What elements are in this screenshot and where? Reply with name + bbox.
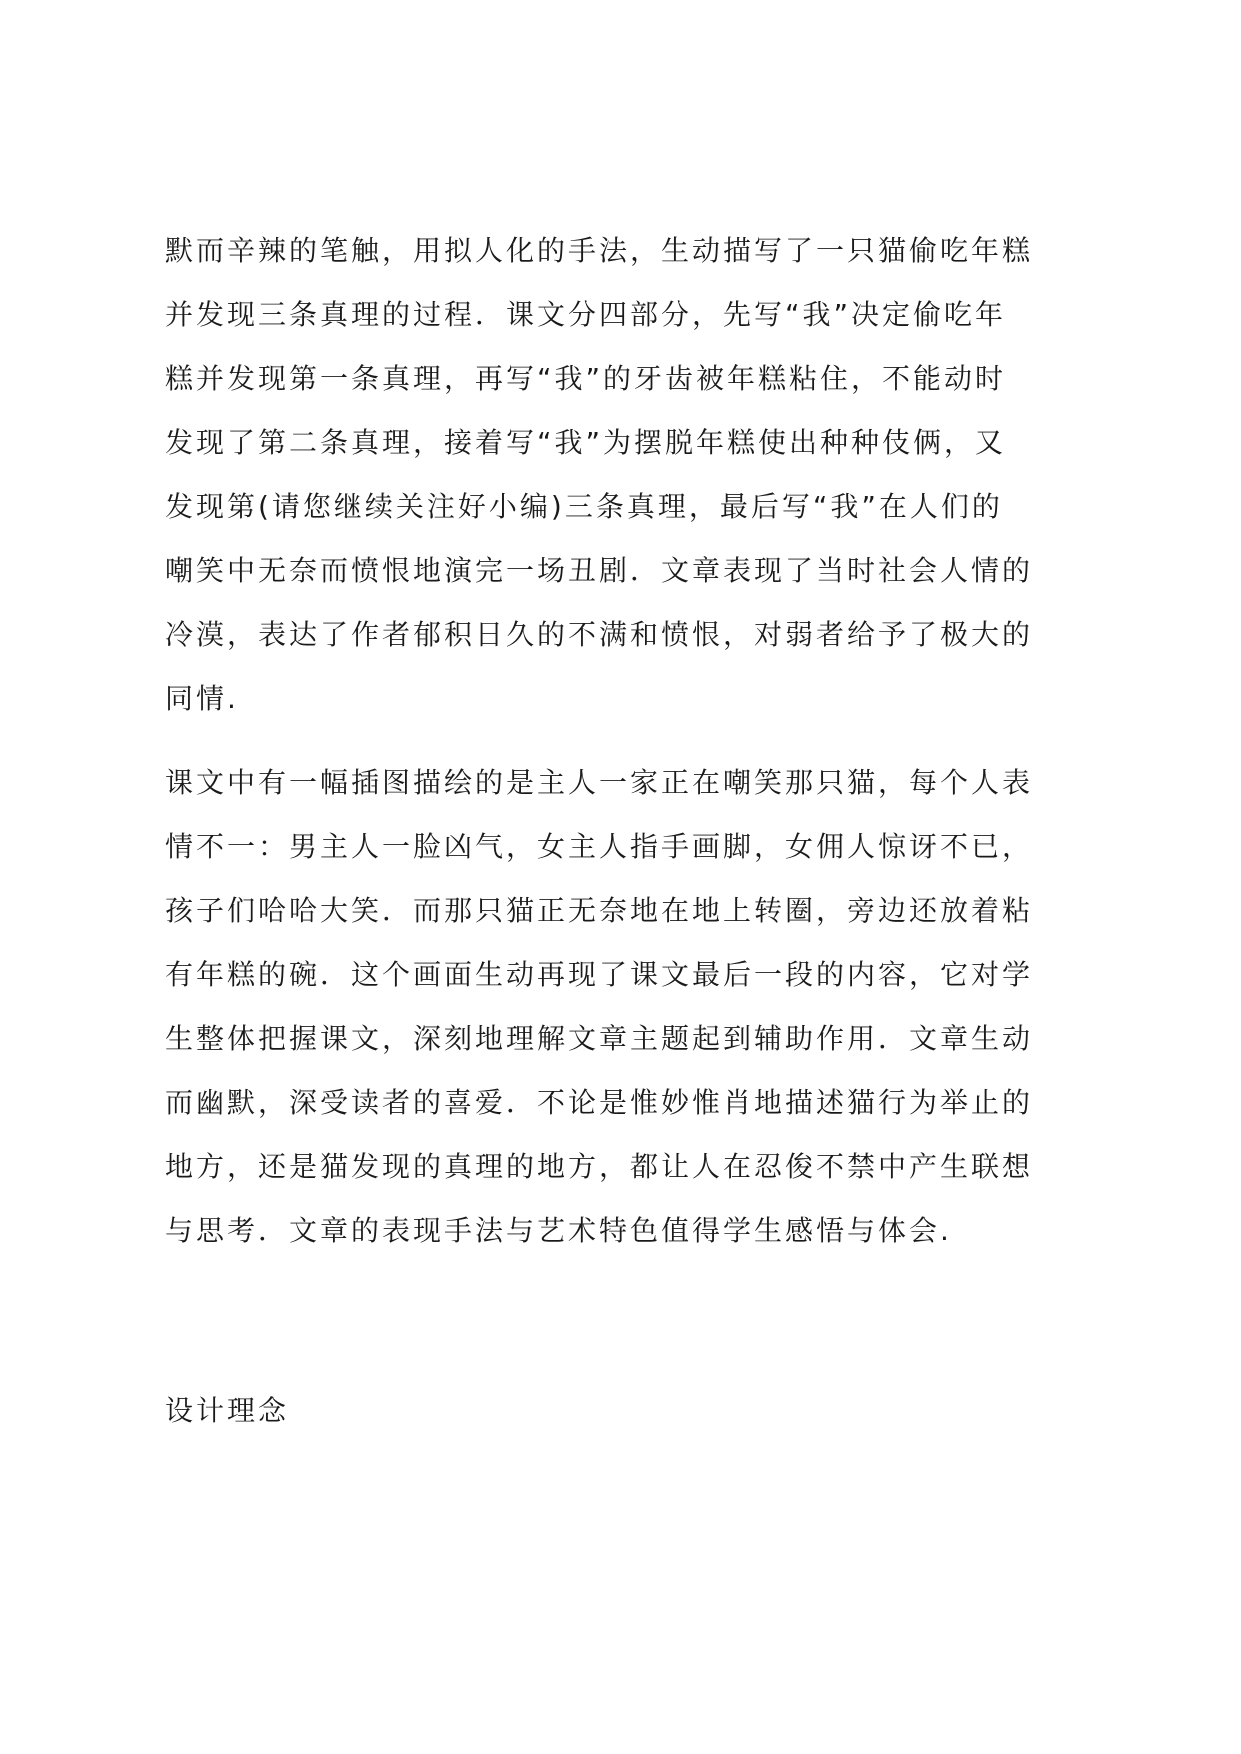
text-line: 孩子们哈哈大笑．而那只猫正无奈地在地上转圈，旁边还放着粘: [165, 894, 1034, 927]
text-line: 发现了第二条真理，接着写“我”为摆脱年糕使出种种伎俩，又: [165, 426, 1007, 459]
text-line: 而幽默，深受读者的喜爱．不论是惟妙惟肖地描述猫行为举止的: [165, 1086, 1034, 1119]
section-heading: [165, 1379, 1095, 1443]
text-line: 同情.: [165, 682, 239, 715]
text-line: 地方，还是猫发现的真理的地方，都让人在忍俊不禁中产生联想: [165, 1150, 1034, 1183]
paragraph-1: [165, 219, 1095, 731]
text-line: 冷漠，表达了作者郁积日久的不满和愤恨，对弱者给予了极大的: [165, 618, 1034, 651]
text-line: 发现第(请您继续关注好小编)三条真理，最后写“我”在人们的: [165, 490, 1003, 523]
text-line: 课文中有一幅插图描绘的是主人一家正在嘲笑那只猫，每个人表: [165, 766, 1034, 799]
text-line: 糕并发现第一条真理，再写“我”的牙齿被年糕粘住，不能动时: [165, 362, 1007, 395]
heading-text: 设计理念: [165, 1394, 290, 1427]
text-line: 与思考．文章的表现手法与艺术特色值得学生感悟与体会.: [165, 1214, 952, 1247]
text-line: 嘲笑中无奈而愤恨地演完一场丑剧．文章表现了当时社会人情的: [165, 554, 1034, 587]
text-line: 默而辛辣的笔触，用拟人化的手法，生动描写了一只猫偷吃年糕: [165, 234, 1034, 267]
text-line: 有年糕的碗．这个画面生动再现了课文最后一段的内容，它对学: [165, 958, 1034, 991]
paragraph-2: [165, 751, 1095, 1263]
text-line: 生整体把握课文，深刻地理解文章主题起到辅助作用．文章生动: [165, 1022, 1034, 1055]
text-line: 并发现三条真理的过程．课文分四部分，先写“我”决定偷吃年: [165, 298, 1007, 331]
text-line: 情不一：男主人一脸凶气，女主人指手画脚，女佣人惊讶不已，: [165, 830, 1034, 863]
